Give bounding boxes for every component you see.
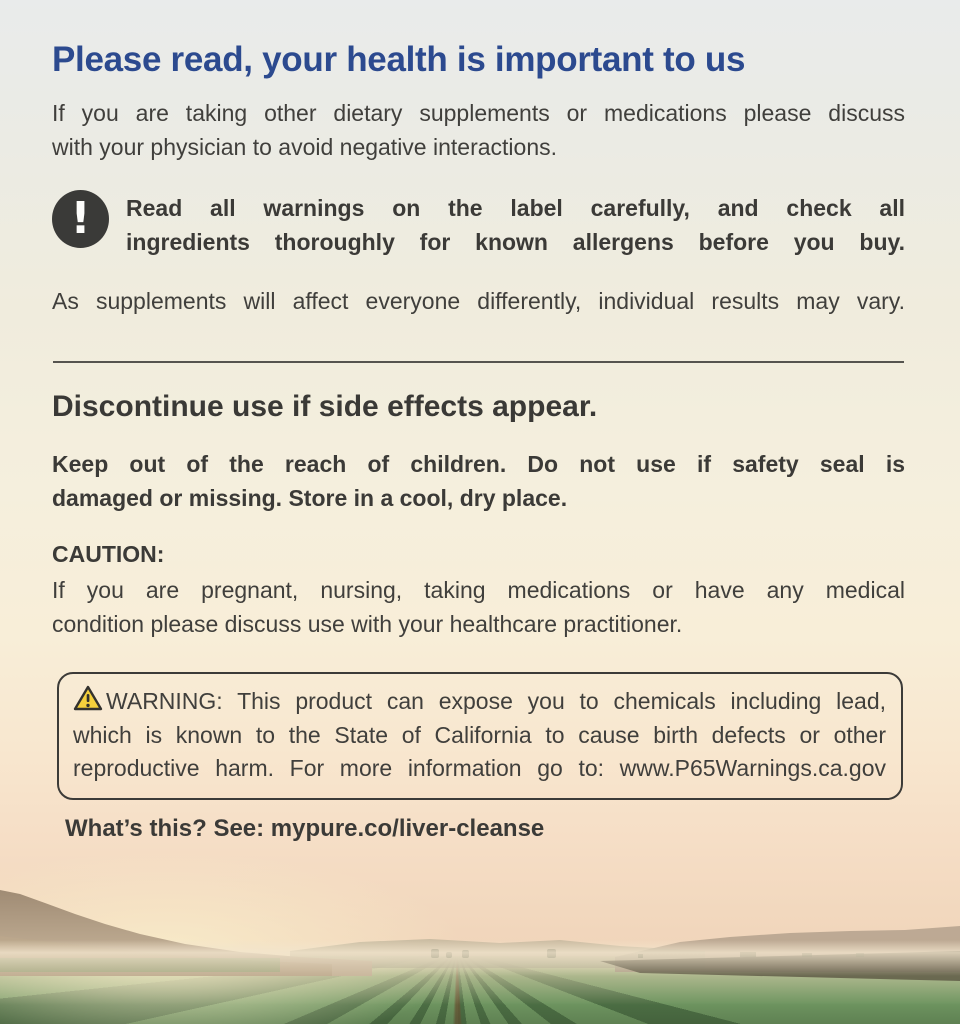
intro-line: If you are taking other dietary supplements or medications please discuss (52, 100, 905, 126)
discontinue-heading: Discontinue use if side effects appear. (52, 390, 598, 423)
prop65-line (73, 685, 886, 719)
warning-triangle-icon (73, 685, 103, 712)
allergen-line: ingredients thoroughly for known allergens before you buy. (126, 229, 905, 255)
caution-paragraph (52, 573, 905, 641)
prop65-text: WARNING: This product can expose you to chemicals including lead, (106, 688, 886, 714)
keep-away-line: damaged or missing. Store in a cool, dry place. (52, 485, 568, 511)
keep-away-paragraph (52, 447, 905, 515)
caution-line: If you are pregnant, nursing, taking medications or have any medical (52, 577, 905, 603)
allergen-warning-text (126, 190, 905, 259)
alert-circle-icon (52, 190, 109, 248)
prop65-line: which is known to the State of California to cause birth defects or other (73, 721, 886, 748)
prop65-warning-box (57, 672, 903, 800)
caution-heading: CAUTION: (52, 541, 165, 567)
keep-away-line: Keep out of the reach of children. Do not use if safety seal is (52, 451, 905, 477)
exclamation-glyph: ! (70, 193, 91, 244)
allergen-line: Read all warnings on the label carefully, and check all (126, 195, 905, 221)
intro-line: with your physician to avoid negative interactions. (52, 134, 558, 160)
results-note: As supplements will affect everyone differently, individual results may vary. (52, 288, 905, 314)
prop65-line: reproductive harm. For more information go to: www.P65Warnings.ca.gov (73, 755, 886, 781)
whats-this-link-text: What’s this? See: mypure.co/liver-cleanse (65, 814, 545, 842)
intro-paragraph (52, 96, 905, 164)
section-divider (53, 361, 904, 363)
caution-line: condition please discuss use with your healthcare practitioner. (52, 611, 683, 637)
allergen-warning (52, 190, 905, 259)
horizon-haze (0, 940, 960, 976)
page-title: Please read, your health is important to us (52, 40, 746, 79)
